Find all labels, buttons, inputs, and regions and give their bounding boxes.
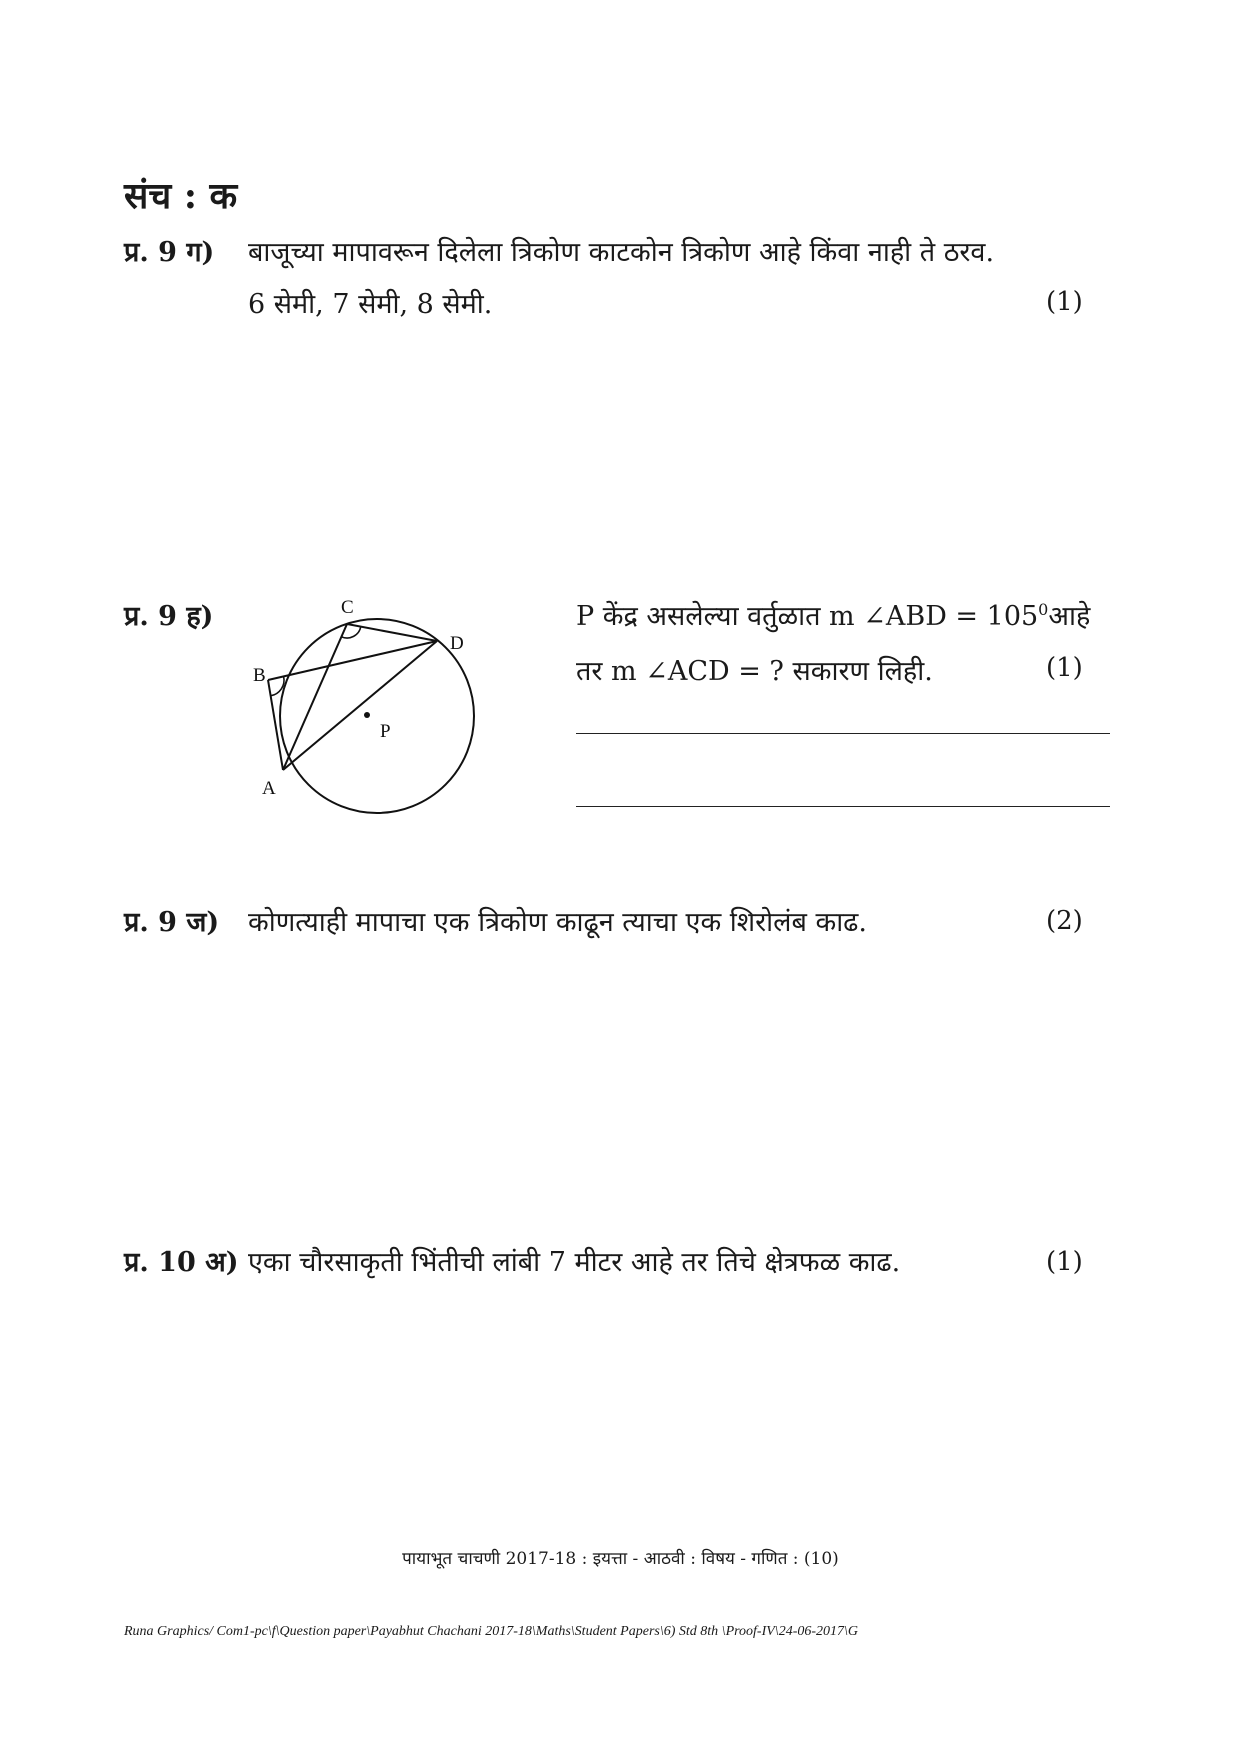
question-subtext-9h: तर m ∠ACD = ? सकारण लिही. (576, 656, 933, 687)
marks-9h: (1) (1046, 653, 1083, 683)
page-footer: पायाभूत चाचणी 2017-18 : इयत्ता - आठवी : विषय - गणित : (10) (402, 1549, 839, 1569)
question-text-9h-end: आहे (1048, 601, 1091, 632)
question-text-9j: कोणत्याही मापाचा एक त्रिकोण काढून त्याचा एक शिरोलंब काढ. (248, 907, 867, 938)
question-subtext-9g: 6 सेमी, 7 सेमी, 8 सेमी. (248, 289, 493, 320)
question-text-9h (576, 596, 1090, 633)
point-label-d: D (450, 633, 464, 654)
chord-ad (283, 641, 437, 770)
answer-line-1 (576, 733, 1110, 734)
point-label-b: B (253, 665, 266, 686)
point-label-c: C (341, 597, 354, 618)
chord-ac (283, 624, 347, 770)
question-label-9g: प्र. 9 ग) (124, 237, 215, 268)
question-text-9h-main: P केंद्र असलेल्या वर्तुळात m ∠ABD = 105 (576, 601, 1039, 632)
center-point (364, 712, 370, 718)
circle-diagram (240, 585, 480, 825)
question-label-10a: प्र. 10 अ) (124, 1247, 239, 1278)
answer-line-2 (576, 806, 1110, 807)
marks-9j: (2) (1046, 906, 1083, 936)
set-title: संच : क (124, 175, 238, 217)
question-label-9j: प्र. 9 ज) (124, 907, 220, 938)
point-label-p: P (380, 721, 391, 742)
question-label-9h: प्र. 9 ह) (124, 601, 214, 632)
chord-bd (268, 641, 437, 680)
circle (280, 619, 474, 813)
question-text-9g: बाजूच्या मापावरून दिलेला त्रिकोण काटकोन त्रिकोण आहे किंवा नाही ते ठरव. (248, 237, 995, 268)
question-text-10a: एका चौरसाकृती भिंतीची लांबी 7 मीटर आहे तर तिचे क्षेत्रफळ काढ. (248, 1247, 901, 1278)
degree-superscript: 0 (1038, 600, 1049, 619)
marks-9g: (1) (1046, 287, 1083, 317)
marks-10a: (1) (1046, 1247, 1083, 1277)
point-label-a: A (262, 778, 276, 799)
print-slug: Runa Graphics/ Com1-pc\f\Question paper\Payabhut Chachani 2017-18\Maths\Student Papers\6) Std 8th \Proof-IV\24-06-2017\G (124, 1624, 859, 1639)
